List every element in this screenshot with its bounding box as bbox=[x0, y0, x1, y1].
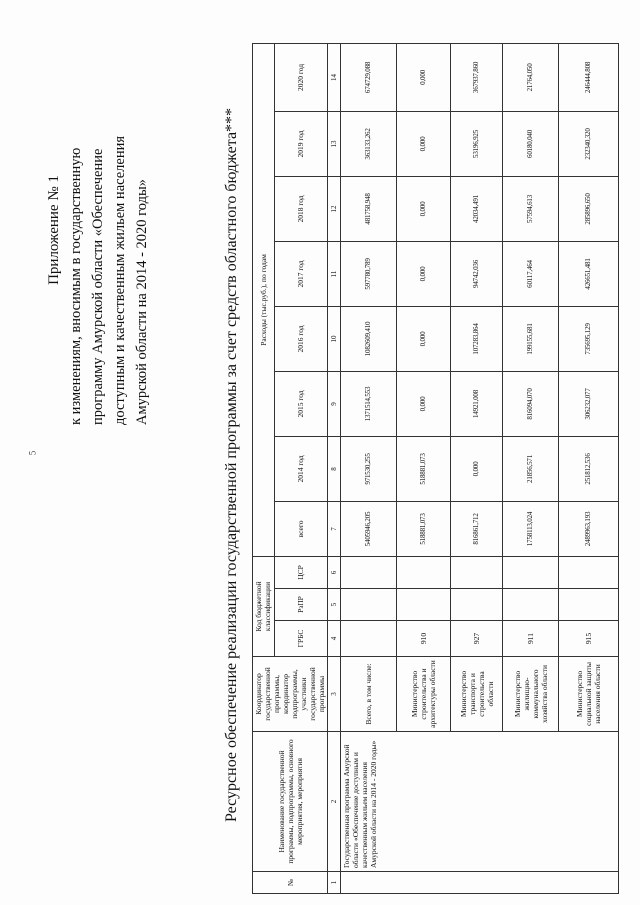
csr-cell bbox=[341, 556, 397, 588]
rotated-content bbox=[5, 30, 615, 900]
value-cell: 816094,070 bbox=[503, 371, 559, 436]
value-cell: 367937,860 bbox=[451, 43, 503, 111]
page-number: 5 bbox=[27, 450, 38, 456]
value-cell: 0,000 bbox=[397, 306, 451, 371]
value-cell: 2489963,193 bbox=[559, 501, 619, 556]
column-number: 7 bbox=[328, 501, 341, 556]
appendix-line: к изменениям, вносимым в государственную bbox=[68, 147, 84, 425]
csr-cell bbox=[397, 556, 451, 588]
value-cell: 306232,077 bbox=[559, 371, 619, 436]
value-cell: 21764,050 bbox=[503, 43, 559, 111]
grbs-cell: 910 bbox=[397, 621, 451, 657]
grbs-cell bbox=[341, 621, 397, 657]
header-year: 2020 год bbox=[274, 43, 327, 111]
column-number: 12 bbox=[328, 176, 341, 241]
column-number: 13 bbox=[328, 111, 341, 176]
coordinator-cell: Министерство социальной защиты населения области bbox=[559, 657, 619, 732]
value-cell: 285896,650 bbox=[559, 176, 619, 241]
header-year: 2015 год bbox=[274, 371, 327, 436]
column-number-row bbox=[328, 43, 341, 893]
column-number: 2 bbox=[328, 732, 341, 872]
value-cell: 735695,129 bbox=[559, 306, 619, 371]
value-cell: 5405946,205 bbox=[341, 501, 397, 556]
header-budget-code: Код бюджетной классификации bbox=[253, 556, 275, 656]
value-cell: 107283,864 bbox=[451, 306, 503, 371]
value-cell: 60180,040 bbox=[503, 111, 559, 176]
value-cell: 42034,491 bbox=[451, 176, 503, 241]
value-cell: 0,000 bbox=[397, 241, 451, 306]
value-cell: 674729,088 bbox=[341, 43, 397, 111]
header-grbs: ГРБС bbox=[274, 621, 327, 657]
value-cell: 21856,571 bbox=[503, 436, 559, 501]
value-cell: 518881,073 bbox=[397, 501, 451, 556]
header-total: всего bbox=[274, 501, 327, 556]
column-number: 5 bbox=[328, 589, 341, 621]
value-cell: 53196,925 bbox=[451, 111, 503, 176]
coordinator-cell: Министерство жилищно-коммунального хозяйства области bbox=[503, 657, 559, 732]
header-coordinator: Координатор государственной программы, координатор подпрограммы, участники государственной программы bbox=[253, 657, 328, 732]
column-number: 6 bbox=[328, 556, 341, 588]
appendix-line: Амурской области на 2014 - 2020 годы» bbox=[134, 179, 150, 425]
rzpr-cell bbox=[397, 589, 451, 621]
value-cell: 60117,464 bbox=[503, 241, 559, 306]
grbs-cell: 927 bbox=[451, 621, 503, 657]
value-cell: 1082609,410 bbox=[341, 306, 397, 371]
header-year: 2018 год bbox=[274, 176, 327, 241]
value-cell: 199155,681 bbox=[503, 306, 559, 371]
value-cell: 481758,948 bbox=[341, 176, 397, 241]
column-number: 14 bbox=[328, 43, 341, 111]
row-number-cell bbox=[341, 872, 619, 894]
header-year: 2014 год bbox=[274, 436, 327, 501]
rzpr-cell bbox=[451, 589, 503, 621]
header-name: Наименование государственной программы, подпрограммы, основного мероприятия, мероприятия bbox=[253, 732, 328, 872]
value-cell: 14921,008 bbox=[451, 371, 503, 436]
value-cell: 232340,320 bbox=[559, 111, 619, 176]
appendix-line: доступным и качественным жильем населения bbox=[112, 135, 128, 425]
csr-cell bbox=[451, 556, 503, 588]
column-number: 4 bbox=[328, 621, 341, 657]
column-number: 1 bbox=[328, 872, 341, 894]
grbs-cell: 911 bbox=[503, 621, 559, 657]
appendix-title: Приложение № 1 bbox=[46, 175, 62, 285]
csr-cell bbox=[559, 556, 619, 588]
column-number: 8 bbox=[328, 436, 341, 501]
value-cell: 0,000 bbox=[451, 436, 503, 501]
value-cell: 1371514,553 bbox=[341, 371, 397, 436]
value-cell: 94742,036 bbox=[451, 241, 503, 306]
coordinator-cell: Всего, в том числе: bbox=[341, 657, 397, 732]
column-number: 10 bbox=[328, 306, 341, 371]
value-cell: 0,000 bbox=[397, 176, 451, 241]
value-cell: 0,000 bbox=[397, 43, 451, 111]
header-year: 2016 год bbox=[274, 306, 327, 371]
column-number: 9 bbox=[328, 371, 341, 436]
header-year: 2017 год bbox=[274, 241, 327, 306]
header-csr: ЦСР bbox=[274, 556, 327, 588]
coordinator-cell: Министерство транспорта и строительства области bbox=[451, 657, 503, 732]
value-cell: 0,000 bbox=[397, 371, 451, 436]
column-number: 11 bbox=[328, 241, 341, 306]
value-cell: 816861,712 bbox=[451, 501, 503, 556]
rzpr-cell bbox=[559, 589, 619, 621]
program-name: Государственная программа Амурской области «Обеспечение доступным и качественным жильем населения Амурской области на 2014 - 2020 годы» bbox=[341, 732, 619, 872]
value-cell: 363133,262 bbox=[341, 111, 397, 176]
grbs-cell: 915 bbox=[559, 621, 619, 657]
header-rzpr: РзПР bbox=[274, 589, 327, 621]
value-cell: 246444,808 bbox=[559, 43, 619, 111]
table-row bbox=[341, 43, 397, 893]
appendix-block bbox=[43, 35, 153, 425]
csr-cell bbox=[503, 556, 559, 588]
value-cell: 971530,255 bbox=[341, 436, 397, 501]
header-year: 2019 год bbox=[274, 111, 327, 176]
header-expenses: Расходы (тыс.руб.), по годам bbox=[253, 43, 275, 556]
coordinator-cell: Министерство строительства и архитектуры области bbox=[397, 657, 451, 732]
rzpr-cell bbox=[503, 589, 559, 621]
value-cell: 518881,073 bbox=[397, 436, 451, 501]
value-cell: 251812,536 bbox=[559, 436, 619, 501]
value-cell: 1758113,024 bbox=[503, 501, 559, 556]
value-cell: 426651,481 bbox=[559, 241, 619, 306]
column-number: 3 bbox=[328, 657, 341, 732]
table-heading: Ресурсное обеспечение реализации государственной программы за счет средств областного бюджета*** bbox=[223, 107, 240, 823]
resource-table bbox=[252, 43, 619, 894]
header-num: № bbox=[253, 872, 328, 894]
value-cell: 57594,613 bbox=[503, 176, 559, 241]
value-cell: 597780,789 bbox=[341, 241, 397, 306]
value-cell: 0,000 bbox=[397, 111, 451, 176]
appendix-line: программу Амурской области «Обеспечение bbox=[90, 148, 106, 425]
rzpr-cell bbox=[341, 589, 397, 621]
